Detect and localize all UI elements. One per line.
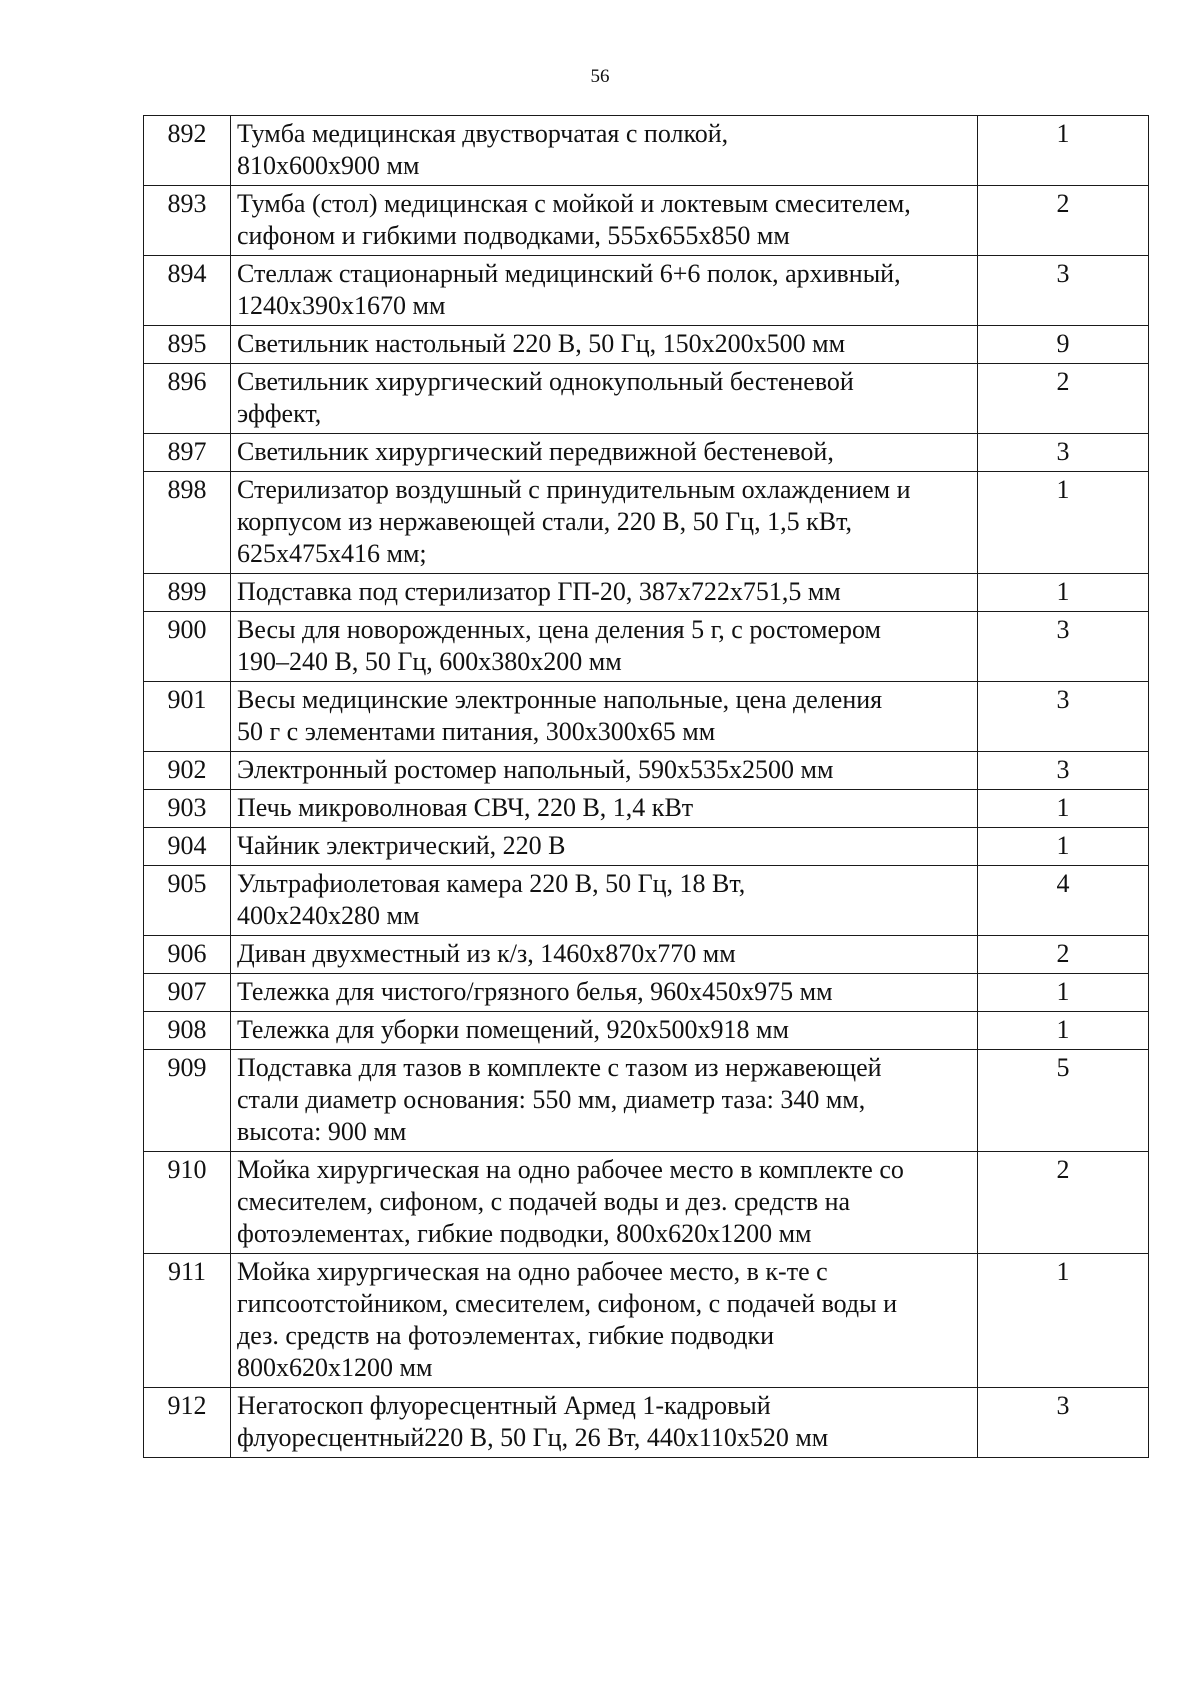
item-quantity-cell: 1	[978, 828, 1149, 866]
item-description-line: 625х475х416 мм;	[237, 539, 427, 568]
item-description-line: 190–240 В, 50 Гц, 600х380х200 мм	[237, 647, 622, 676]
item-description-cell	[231, 828, 978, 866]
item-number-cell: 899	[144, 574, 231, 612]
item-description-line: 800х620х1200 мм	[237, 1353, 433, 1382]
item-description-cell	[231, 116, 978, 186]
item-number-cell: 898	[144, 472, 231, 574]
item-quantity-cell: 3	[978, 682, 1149, 752]
item-quantity-cell: 2	[978, 936, 1149, 974]
item-description-line: Мойка хирургическая на одно рабочее место в комплекте со	[237, 1155, 904, 1184]
item-quantity-cell: 4	[978, 866, 1149, 936]
item-description-line: Негатоскоп флуоресцентный Армед 1-кадровый	[237, 1391, 771, 1420]
item-description-line: Светильник хирургический передвижной бестеневой,	[237, 437, 834, 466]
item-description-line: корпусом из нержавеющей стали, 220 В, 50 Гц, 1,5 кВт,	[237, 507, 852, 536]
item-quantity-cell: 9	[978, 326, 1149, 364]
table-row	[144, 434, 1149, 472]
item-number-cell: 910	[144, 1152, 231, 1254]
item-description-cell	[231, 974, 978, 1012]
table-row	[144, 364, 1149, 434]
item-quantity-cell: 1	[978, 116, 1149, 186]
item-description-cell	[231, 1388, 978, 1458]
item-quantity-cell: 2	[978, 186, 1149, 256]
item-description-cell	[231, 752, 978, 790]
table-row	[144, 1152, 1149, 1254]
item-description-cell	[231, 472, 978, 574]
item-quantity-cell: 3	[978, 434, 1149, 472]
item-quantity-cell: 1	[978, 472, 1149, 574]
item-quantity-cell: 2	[978, 1152, 1149, 1254]
item-description-line: 810х600х900 мм	[237, 151, 420, 180]
item-number-cell: 896	[144, 364, 231, 434]
item-description-cell	[231, 1050, 978, 1152]
table-row	[144, 828, 1149, 866]
table-row	[144, 116, 1149, 186]
item-description-line: дез. средств на фотоэлементах, гибкие подводки	[237, 1321, 775, 1350]
item-description-cell	[231, 574, 978, 612]
item-quantity-cell: 1	[978, 574, 1149, 612]
item-description-line: Светильник хирургический однокупольный бестеневой	[237, 367, 854, 396]
table-row	[144, 1254, 1149, 1388]
table-row	[144, 1050, 1149, 1152]
item-description-line: эффект,	[237, 399, 322, 428]
table-row	[144, 682, 1149, 752]
item-number-cell: 895	[144, 326, 231, 364]
item-number-cell: 905	[144, 866, 231, 936]
item-quantity-cell: 5	[978, 1050, 1149, 1152]
item-description-line: Тумба медицинская двустворчатая с полкой,	[237, 119, 729, 148]
item-number-cell: 901	[144, 682, 231, 752]
item-description-line: сифоном и гибкими подводками, 555х655х850 мм	[237, 221, 790, 250]
item-number-cell: 907	[144, 974, 231, 1012]
item-description-cell	[231, 1254, 978, 1388]
item-number-cell: 906	[144, 936, 231, 974]
item-description-line: 1240х390х1670 мм	[237, 291, 446, 320]
item-number-cell: 909	[144, 1050, 231, 1152]
item-quantity-cell: 3	[978, 1388, 1149, 1458]
item-description-cell	[231, 1012, 978, 1050]
item-number-cell: 903	[144, 790, 231, 828]
item-number-cell: 893	[144, 186, 231, 256]
item-description-line: Печь микроволновая СВЧ, 220 В, 1,4 кВт	[237, 793, 694, 822]
item-description-cell	[231, 790, 978, 828]
equipment-table-body	[144, 116, 1149, 1458]
item-description-line: Подставка для тазов в комплекте с тазом из нержавеющей	[237, 1053, 882, 1082]
item-quantity-cell: 3	[978, 752, 1149, 790]
page-number: 56	[590, 66, 610, 87]
item-number-cell: 897	[144, 434, 231, 472]
item-description-line: Мойка хирургическая на одно рабочее место, в к-те с	[237, 1257, 828, 1286]
item-quantity-cell: 1	[978, 790, 1149, 828]
table-row	[144, 326, 1149, 364]
table-row	[144, 612, 1149, 682]
item-description-line: Электронный ростомер напольный, 590х535х2500 мм	[237, 755, 834, 784]
item-quantity-cell: 1	[978, 974, 1149, 1012]
item-description-cell	[231, 936, 978, 974]
table-row	[144, 472, 1149, 574]
item-description-line: Весы для новорожденных, цена деления 5 г, с ростомером	[237, 615, 882, 644]
item-description-line: Тележка для чистого/грязного белья, 960х450х975 мм	[237, 977, 833, 1006]
table-row	[144, 752, 1149, 790]
table-row	[144, 256, 1149, 326]
item-description-line: смесителем, сифоном, с подачей воды и дез. средств на	[237, 1187, 851, 1216]
item-number-cell: 892	[144, 116, 231, 186]
table-row	[144, 1012, 1149, 1050]
item-description-line: Светильник настольный 220 В, 50 Гц, 150х200х500 мм	[237, 329, 846, 358]
table-row	[144, 574, 1149, 612]
item-quantity-cell: 2	[978, 364, 1149, 434]
item-number-cell: 900	[144, 612, 231, 682]
item-description-line: гипсоотстойником, смесителем, сифоном, с подачей воды и	[237, 1289, 898, 1318]
item-description-line: Диван двухместный из к/з, 1460х870х770 мм	[237, 939, 736, 968]
item-description-line: Стеллаж стационарный медицинский 6+6 полок, архивный,	[237, 259, 901, 288]
item-number-cell: 902	[144, 752, 231, 790]
item-description-line: фотоэлементах, гибкие подводки, 800х620х1200 мм	[237, 1219, 812, 1248]
item-description-line: Ультрафиолетовая камера 220 В, 50 Гц, 18 Вт,	[237, 869, 746, 898]
item-quantity-cell: 1	[978, 1012, 1149, 1050]
item-number-cell: 904	[144, 828, 231, 866]
item-quantity-cell: 1	[978, 1254, 1149, 1388]
table-row	[144, 936, 1149, 974]
item-description-cell	[231, 612, 978, 682]
item-description-cell	[231, 186, 978, 256]
equipment-table	[143, 115, 1149, 1458]
item-description-line: 400х240х280 мм	[237, 901, 420, 930]
item-description-line: стали диаметр основания: 550 мм, диаметр таза: 340 мм,	[237, 1085, 866, 1114]
item-number-cell: 912	[144, 1388, 231, 1458]
item-description-cell	[231, 434, 978, 472]
item-description-line: 50 г с элементами питания, 300х300х65 мм	[237, 717, 716, 746]
item-number-cell: 908	[144, 1012, 231, 1050]
item-description-cell	[231, 256, 978, 326]
item-number-cell: 894	[144, 256, 231, 326]
item-description-line: высота: 900 мм	[237, 1117, 407, 1146]
table-row	[144, 186, 1149, 256]
item-description-line: флуоресцентный220 В, 50 Гц, 26 Вт, 440х110х520 мм	[237, 1423, 829, 1452]
item-description-line: Стерилизатор воздушный с принудительным охлаждением и	[237, 475, 911, 504]
item-description-cell	[231, 682, 978, 752]
item-number-cell: 911	[144, 1254, 231, 1388]
item-description-cell	[231, 1152, 978, 1254]
item-description-line: Весы медицинские электронные напольные, цена деления	[237, 685, 883, 714]
item-description-line: Тумба (стол) медицинская с мойкой и локтевым смесителем,	[237, 189, 911, 218]
table-row	[144, 790, 1149, 828]
item-description-cell	[231, 866, 978, 936]
item-description-line: Тележка для уборки помещений, 920х500х918 мм	[237, 1015, 789, 1044]
item-description-line: Чайник электрический, 220 В	[237, 831, 566, 860]
table-row	[144, 1388, 1149, 1458]
item-description-cell	[231, 326, 978, 364]
item-quantity-cell: 3	[978, 256, 1149, 326]
item-description-line: Подставка под стерилизатор ГП-20, 387х722х751,5 мм	[237, 577, 841, 606]
item-description-cell	[231, 364, 978, 434]
table-row	[144, 974, 1149, 1012]
table-row	[144, 866, 1149, 936]
item-quantity-cell: 3	[978, 612, 1149, 682]
